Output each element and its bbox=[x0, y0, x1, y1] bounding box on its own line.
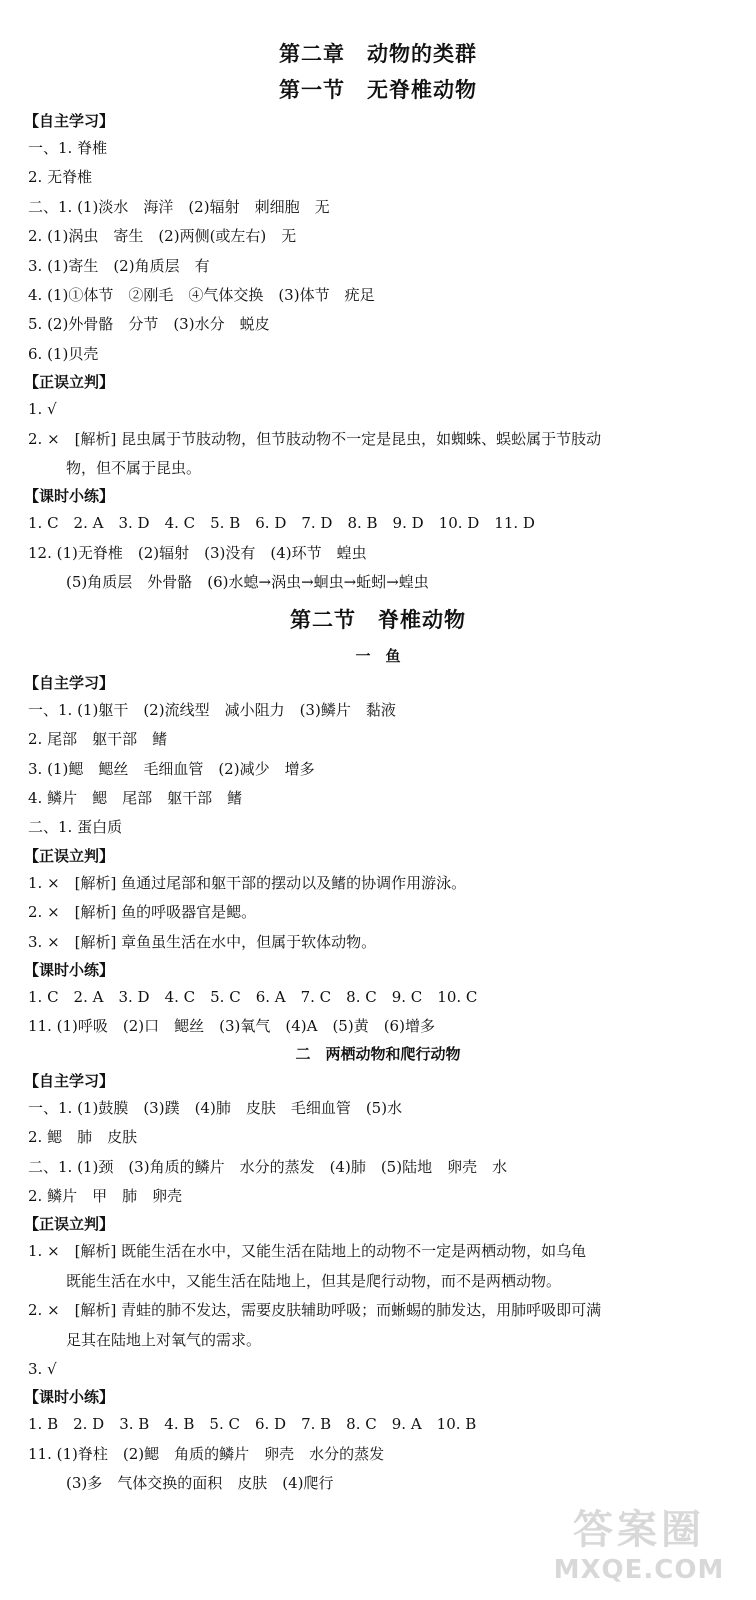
practice-line: 11. (1)呼吸 (2)口 鳃丝 (3)氧气 (4)A (5)黄 (6)增多 bbox=[28, 1017, 435, 1036]
answer-line: 2. (1)涡虫 寄生 (2)两侧(或左右) 无 bbox=[28, 227, 297, 246]
judge-line: 1. × [解析] 既能生活在水中，又能生活在陆地上的动物不一定是两栖动物，如乌龟 bbox=[28, 1242, 587, 1261]
answer-line: 3. (1)鳃 鳃丝 毛细血管 (2)减少 增多 bbox=[28, 759, 315, 778]
judge-line: 2. × [解析] 昆虫属于节肢动物，但节肢动物不一定是昆虫，如蜘蛛、蜈蚣属于节肢动 bbox=[28, 429, 602, 448]
practice-line: 1. B 2. D 3. B 4. B 5. C 6. D 7. B 8. C 9. A 10. B bbox=[28, 1415, 477, 1434]
judge-line: 3. × [解析] 章鱼虽生活在水中，但属于软体动物。 bbox=[28, 932, 377, 951]
part2-judge-label: 【正误立判】 bbox=[24, 1215, 115, 1234]
judge-line-continued: 足其在陆地上对氧气的需求。 bbox=[66, 1330, 262, 1349]
part2-practice-label: 【课时小练】 bbox=[24, 1388, 115, 1407]
answer-line: 3. (1)寄生 (2)角质层 有 bbox=[28, 256, 210, 275]
answer-line: 一、1. (1)鼓膜 (3)蹼 (4)肺 皮肤 毛细血管 (5)水 bbox=[28, 1098, 403, 1117]
answer-line: 2. 无脊椎 bbox=[28, 168, 93, 187]
section1-title: 第一节 无脊椎动物 bbox=[279, 78, 477, 102]
practice-line: 1. C 2. A 3. D 4. C 5. B 6. D 7. D 8. B 9. D 10. D 11. D bbox=[28, 514, 535, 533]
practice-line: 1. C 2. A 3. D 4. C 5. C 6. A 7. C 8. C 9. C 10. C bbox=[28, 987, 478, 1006]
section2-part2-title: 二 两栖动物和爬行动物 bbox=[295, 1044, 461, 1063]
answer-line: 6. (1)贝壳 bbox=[28, 344, 99, 363]
answer-line: 一、1. (1)躯干 (2)流线型 减小阻力 (3)鳞片 黏液 bbox=[28, 700, 396, 719]
section1-judge-label: 【正误立判】 bbox=[24, 373, 115, 392]
watermark-url: MXQE.COM bbox=[553, 1555, 725, 1585]
section2-part1-title: 一 鱼 bbox=[355, 646, 401, 665]
answer-line: 5. (2)外骨骼 分节 (3)水分 蜕皮 bbox=[28, 315, 270, 334]
section2-title: 第二节 脊椎动物 bbox=[290, 607, 466, 632]
answer-line: 4. 鳞片 鳃 尾部 躯干部 鳍 bbox=[28, 788, 243, 807]
part1-self-study-label: 【自主学习】 bbox=[24, 673, 115, 692]
judge-line-continued: 既能生活在水中，又能生活在陆地上，但其是爬行动物，而不是两栖动物。 bbox=[66, 1271, 562, 1290]
site-watermark bbox=[534, 1506, 744, 1596]
part2-self-study-label: 【自主学习】 bbox=[24, 1071, 115, 1090]
judge-line: 1. √ bbox=[28, 400, 57, 419]
practice-line-continued: (5)角质层 外骨骼 (6)水螅→涡虫→蛔虫→蚯蚓→蝗虫 bbox=[66, 573, 429, 592]
chapter-title: 第二章 动物的类群 bbox=[279, 42, 477, 66]
answer-line: 2. 鳃 肺 皮肤 bbox=[28, 1128, 138, 1147]
judge-line-continued: 物，但不属于昆虫。 bbox=[66, 459, 202, 478]
answer-line: 2. 鳞片 甲 肺 卵壳 bbox=[28, 1186, 183, 1205]
judge-line: 2. × [解析] 青蛙的肺不发达，需要皮肤辅助呼吸；而蜥蜴的肺发达，用肺呼吸即可满 bbox=[28, 1301, 602, 1320]
practice-line: 11. (1)脊柱 (2)鳃 角质的鳞片 卵壳 水分的蒸发 bbox=[28, 1444, 385, 1463]
judge-line: 1. × [解析] 鱼通过尾部和躯干部的摆动以及鳍的协调作用游泳。 bbox=[28, 873, 467, 892]
watermark-logo-text: 答案圈 bbox=[573, 1507, 705, 1553]
practice-line-continued: (3)多 气体交换的面积 皮肤 (4)爬行 bbox=[66, 1474, 334, 1493]
section1-self-study-label: 【自主学习】 bbox=[24, 112, 115, 130]
section1-practice-label: 【课时小练】 bbox=[24, 487, 115, 506]
practice-line: 12. (1)无脊椎 (2)辐射 (3)没有 (4)环节 蝗虫 bbox=[28, 543, 367, 562]
answer-line: 4. (1)①体节 ②刚毛 ④气体交换 (3)体节 疣足 bbox=[28, 286, 375, 305]
answer-line: 二、1. (1)颈 (3)角质的鳞片 水分的蒸发 (4)肺 (5)陆地 卵壳 水 bbox=[28, 1157, 508, 1176]
part1-practice-label: 【课时小练】 bbox=[24, 960, 115, 979]
answer-line: 二、1. 蛋白质 bbox=[28, 818, 123, 837]
judge-line: 2. × [解析] 鱼的呼吸器官是鳃。 bbox=[28, 903, 257, 922]
answer-line: 2. 尾部 躯干部 鳍 bbox=[28, 730, 168, 749]
answer-line: 二、1. (1)淡水 海洋 (2)辐射 刺细胞 无 bbox=[28, 197, 330, 216]
judge-line: 3. √ bbox=[28, 1360, 57, 1378]
answer-line: 一、1. 脊椎 bbox=[28, 139, 108, 157]
part1-judge-label: 【正误立判】 bbox=[24, 846, 115, 865]
